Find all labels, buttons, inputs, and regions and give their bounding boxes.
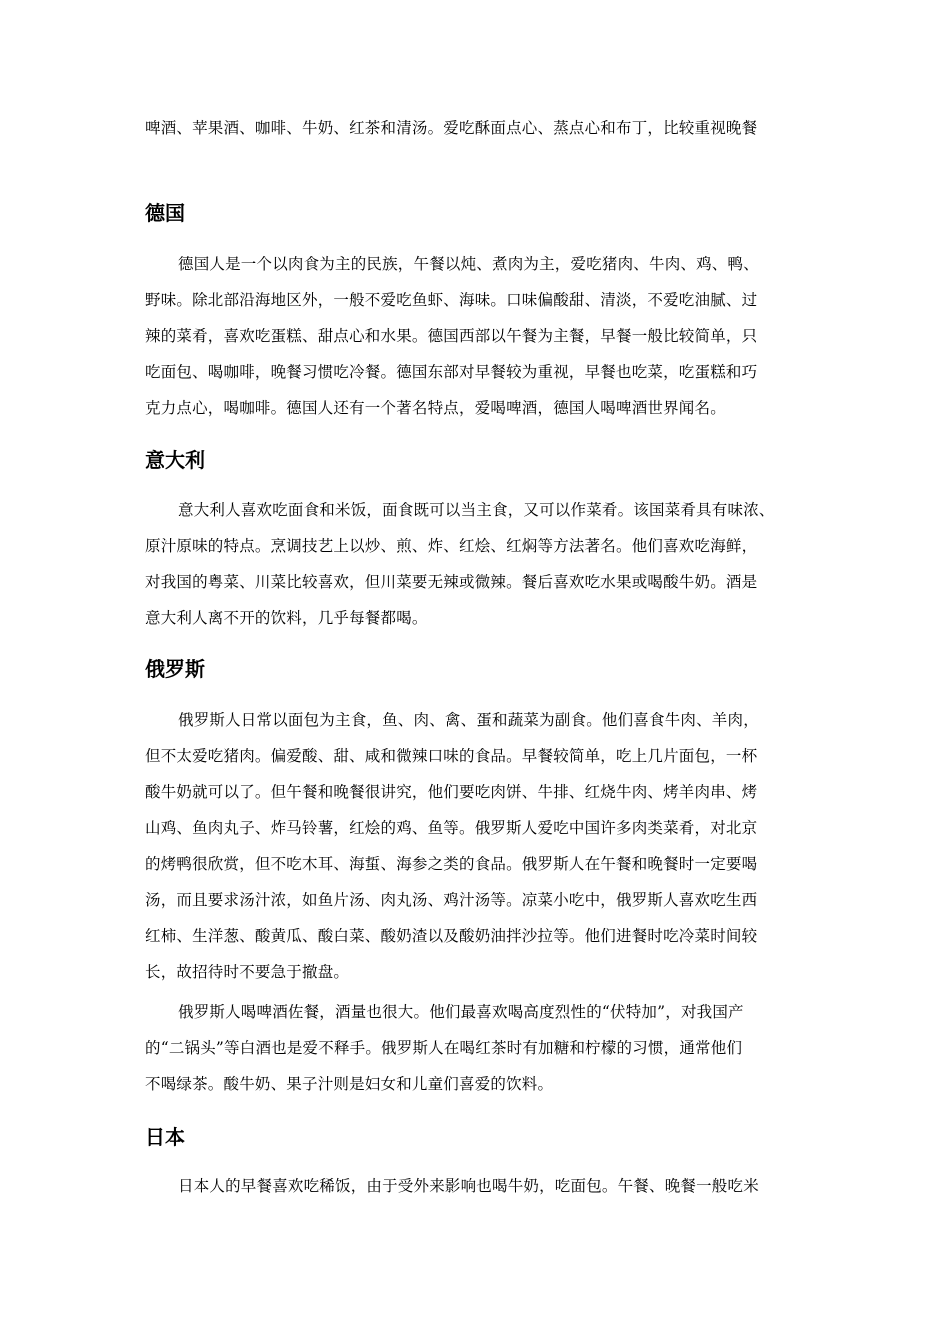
japan-line-1: 日本人的早餐喜欢吃稀饭，由于受外来影响也喝牛奶，吃面包。午餐、晚餐一般吃米 [178,1177,759,1195]
russia-p2-line-1: 俄罗斯人喝啤酒佐餐，酒量也很大。他们最喜欢喝高度烈性的“伏特加”，对我国产 [178,1003,744,1021]
italy-line-1: 意大利人喜欢吃面食和米饭，面食既可以当主食，又可以作菜肴。该国菜肴具有味浓、 [178,501,775,519]
germany-line-5: 克力点心，喝咖啡。德国人还有一个著名特点，爱喝啤酒，德国人喝啤酒世界闻名。 [145,399,726,417]
section-heading-italy: 意大利 [145,448,205,472]
section-heading-russia: 俄罗斯 [145,657,205,681]
germany-line-1: 德国人是一个以肉食为主的民族，午餐以炖、煮肉为主，爱吃猪肉、牛肉、鸡、鸭、 [178,255,759,273]
russia-p2-line-3: 不喝绿茶。酸牛奶、果子汁则是妇女和儿童们喜爱的饮料。 [145,1075,554,1093]
russia-p1-line-5: 的烤鸭很欣赏，但不吃木耳、海蜇、海参之类的食品。俄罗斯人在午餐和晚餐时一定要喝 [145,855,758,873]
section-heading-germany: 德国 [145,201,185,225]
russia-p1-line-6: 汤，而且要求汤汁浓，如鱼片汤、肉丸汤、鸡汁汤等。凉菜小吃中，俄罗斯人喜欢吃生西 [145,891,758,909]
section-heading-japan: 日本 [145,1125,185,1149]
germany-line-3: 辣的菜肴，喜欢吃蛋糕、甜点心和水果。德国西部以午餐为主餐，早餐一般比较简单，只 [145,327,758,345]
germany-line-2: 野味。除北部沿海地区外，一般不爱吃鱼虾、海味。口味偏酸甜、清淡，不爱吃油腻、过 [145,291,758,309]
russia-p1-line-7: 红柿、生洋葱、酸黄瓜、酸白菜、酸奶渣以及酸奶油拌沙拉等。他们进餐时吃冷菜时间较 [145,927,758,945]
russia-p1-line-4: 山鸡、鱼肉丸子、炸马铃薯，红烩的鸡、鱼等。俄罗斯人爱吃中国许多肉类菜肴，对北京 [145,819,758,837]
italy-line-3: 对我国的粤菜、川菜比较喜欢，但川菜要无辣或微辣。餐后喜欢吃水果或喝酸牛奶。酒是 [145,573,758,591]
russia-p1-line-8: 长，故招待时不要急于撤盘。 [145,963,350,981]
germany-line-4: 吃面包、喝咖啡，晚餐习惯吃冷餐。德国东部对早餐较为重视，早餐也吃菜，吃蛋糕和巧 [145,363,758,381]
russia-p2-line-2: 的“二锅头”等白酒也是爱不释手。俄罗斯人在喝红茶时有加糖和柠檬的习惯，通常他们 [145,1039,743,1057]
russia-p1-line-3: 酸牛奶就可以了。但午餐和晚餐很讲究，他们要吃肉饼、牛排、红烧牛肉、烤羊肉串、烤 [145,783,758,801]
russia-p1-line-2: 但不太爱吃猪肉。偏爱酸、甜、咸和微辣口味的食品。早餐较简单，吃上几片面包，一杯 [145,747,758,765]
russia-p1-line-1: 俄罗斯人日常以面包为主食，鱼、肉、禽、蛋和蔬菜为副食。他们喜食牛肉、羊肉， [178,711,759,729]
italy-line-2: 原汁原味的特点。烹调技艺上以炒、煎、炸、红烩、红焖等方法著名。他们喜欢吃海鲜， [145,537,758,555]
intro-line: 啤酒、苹果酒、咖啡、牛奶、红茶和清汤。爱吃酥面点心、蒸点心和布丁，比较重视晚餐 [145,119,758,137]
italy-line-4: 意大利人离不开的饮料，几乎每餐都喝。 [145,609,428,627]
